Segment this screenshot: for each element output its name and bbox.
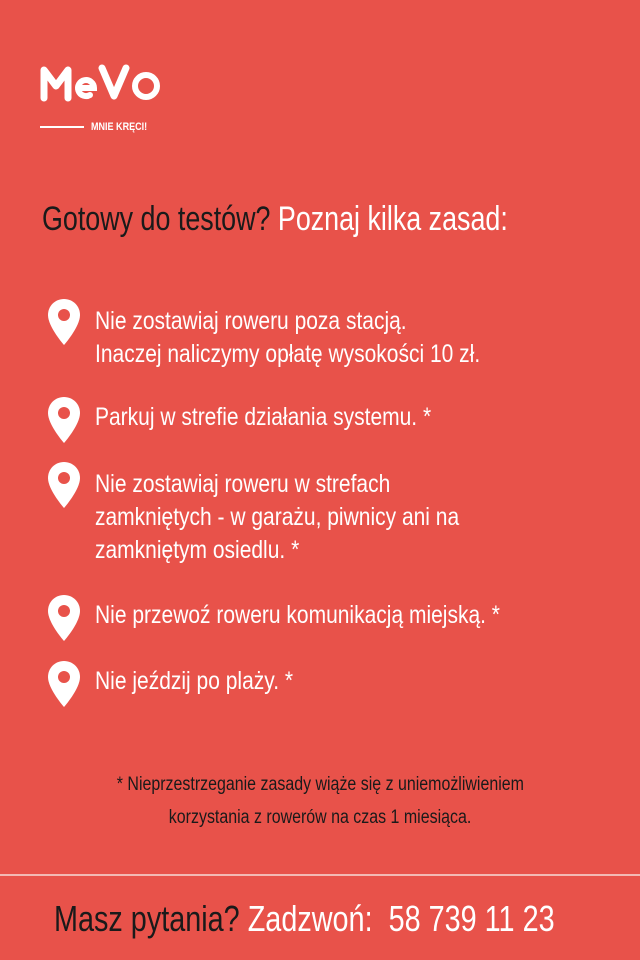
mevo-logo [40, 62, 170, 102]
location-pin-icon [47, 594, 81, 642]
mevo-logo-mark [40, 62, 166, 102]
rule-line: Nie zostawiaj roweru poza stacją. [95, 307, 407, 335]
footnote-line: * Nieprzestrzeganie zasady wiąże się z uniemożliwieniem [116, 774, 524, 795]
headline-part1: Gotowy do testów? [42, 200, 271, 238]
rule-line: Parkuj w strefie działania systemu. * [95, 403, 432, 431]
contact-question: Masz pytania? [54, 898, 240, 939]
contact-call-label: Zadzwoń: [247, 898, 373, 939]
rule-line: zamkniętych - w garażu, piwnicy ani na [95, 503, 460, 531]
location-pin-icon [47, 298, 81, 346]
tagline-text: MNIE KRĘCI! [91, 121, 148, 133]
location-pin-icon [47, 461, 81, 509]
footnote-line: korzystania z rowerów na czas 1 miesiąca. [168, 807, 472, 828]
rule-line: Nie przewoź roweru komunikacją miejską. * [95, 601, 500, 629]
rule-line: zamkniętym osiedlu. * [95, 536, 300, 564]
footnote [0, 768, 640, 834]
location-pin-icon [47, 396, 81, 444]
phone-number[interactable]: 58 739 11 23 [388, 898, 555, 939]
divider [0, 874, 640, 876]
tagline-line [40, 126, 84, 128]
tagline [40, 121, 159, 133]
location-pin-icon [47, 660, 81, 708]
contact-line [54, 898, 555, 940]
page-title [42, 200, 508, 239]
rule-line: Nie zostawiaj roweru w strefach [95, 470, 391, 498]
rule-line: Nie jeździj po plaży. * [95, 667, 294, 695]
headline-part2: Poznaj kilka zasad: [277, 200, 508, 238]
rule-line: Inaczej naliczymy opłatę wysokości 10 zł. [95, 340, 481, 368]
